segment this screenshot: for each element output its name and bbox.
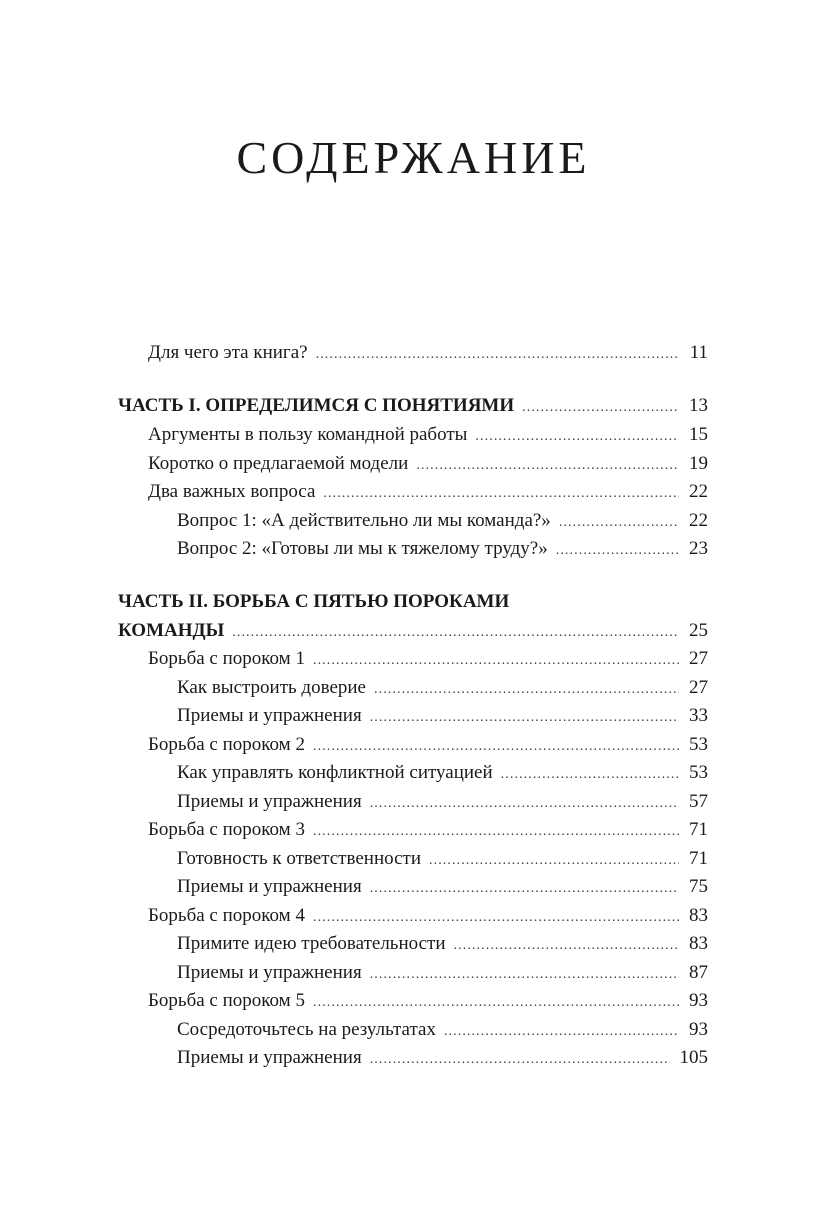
dot-leader [370, 790, 679, 818]
dot-leader [429, 847, 679, 875]
toc-page-number: 71 [689, 819, 708, 840]
toc-page-number: 19 [689, 453, 708, 474]
toc-entry-label: Для чего эта книга? [148, 342, 308, 363]
toc-page-number: 22 [689, 481, 708, 502]
toc-subentry[interactable] [177, 873, 708, 901]
toc-subentry[interactable] [177, 759, 708, 787]
toc-entry-label: Вопрос 1: «А действительно ли мы команда?» [177, 510, 551, 531]
toc-part-2[interactable] [118, 617, 708, 645]
toc-entry-label: Борьба с пороком 4 [148, 905, 305, 926]
toc-entry[interactable] [148, 816, 708, 844]
toc-entry[interactable] [148, 902, 708, 930]
dot-leader [370, 961, 679, 989]
toc-page-number: 105 [679, 1047, 708, 1068]
toc-page-number: 13 [689, 395, 708, 416]
toc-page-number: 93 [689, 990, 708, 1011]
dot-leader [454, 932, 679, 960]
toc-subentry[interactable] [177, 930, 708, 958]
toc-subentry[interactable] [177, 535, 708, 563]
toc-entry-label: Борьба с пороком 5 [148, 990, 305, 1011]
toc-entry-label: Приемы и упражнения [177, 962, 362, 983]
dot-leader [313, 818, 679, 846]
toc-subentry[interactable] [177, 845, 708, 873]
toc-subentry[interactable] [177, 959, 708, 987]
toc-subentry[interactable] [177, 1016, 708, 1044]
toc-entry-label: Аргументы в пользу командной работы [148, 424, 468, 445]
toc-entry-label: Как выстроить доверие [177, 677, 366, 698]
toc-page-number: 23 [689, 538, 708, 559]
toc-page-number: 33 [689, 705, 708, 726]
toc-entry-label: Приемы и упражнения [177, 876, 362, 897]
toc-entry-label: Как управлять конфликтной ситуацией [177, 762, 493, 783]
dot-leader [313, 733, 679, 761]
toc-entry-label: Приемы и упражнения [177, 705, 362, 726]
toc-subentry[interactable] [177, 507, 708, 535]
toc-page-number: 53 [689, 762, 708, 783]
toc-entry[interactable] [148, 645, 708, 673]
toc-page-number: 27 [689, 648, 708, 669]
toc-part-label: ЧАСТЬ I. ОПРЕДЕЛИМСЯ С ПОНЯТИЯМИ [118, 395, 515, 416]
dot-leader [370, 875, 679, 903]
toc-page-number: 22 [689, 510, 708, 531]
toc-entry-label: Борьба с пороком 1 [148, 648, 305, 669]
toc-subentry[interactable] [177, 788, 708, 816]
toc-page-number: 15 [689, 424, 708, 445]
page-title: СОДЕРЖАНИЕ [236, 132, 591, 183]
toc-entry-label: Два важных вопроса [148, 481, 316, 502]
toc-page-number: 11 [689, 342, 708, 363]
toc-page-number: 25 [689, 620, 708, 641]
dot-leader [475, 423, 679, 451]
dot-leader [556, 537, 679, 565]
dot-leader [370, 704, 679, 732]
dot-leader [313, 989, 679, 1017]
toc-entry[interactable] [148, 421, 708, 449]
toc-entry[interactable] [148, 731, 708, 759]
dot-leader [416, 452, 679, 480]
toc-entry[interactable] [148, 450, 708, 478]
toc-entry-label: Вопрос 2: «Готовы ли мы к тяжелому труду?» [177, 538, 548, 559]
toc-part-2-line1[interactable]: ЧАСТЬ II. БОРЬБА С ПЯТЬЮ ПОРОКАМИ [118, 591, 510, 612]
toc-entry-label: Коротко о предлагаемой модели [148, 453, 409, 474]
toc-part-label: КОМАНДЫ [118, 620, 225, 641]
toc-page-number: 75 [689, 876, 708, 897]
toc-page-number: 27 [689, 677, 708, 698]
toc-page-number: 83 [689, 905, 708, 926]
dot-leader [232, 619, 679, 647]
dot-leader [522, 394, 679, 422]
toc-subentry[interactable] [177, 702, 708, 730]
toc-entry-label: Примите идею требовательности [177, 933, 446, 954]
dot-leader [370, 1046, 670, 1074]
dot-leader [323, 480, 679, 508]
toc-part-1[interactable] [118, 392, 708, 420]
toc-page-number: 53 [689, 734, 708, 755]
toc-entry-label: Приемы и упражнения [177, 1047, 362, 1068]
dot-leader [316, 341, 680, 369]
toc-entry-label: Сосредоточьтесь на результатах [177, 1019, 436, 1040]
toc-entry-intro[interactable] [148, 339, 708, 367]
toc-entry-label: Готовность к ответственности [177, 848, 421, 869]
toc-page-number: 71 [689, 848, 708, 869]
dot-leader [444, 1018, 679, 1046]
toc-entry-label: Борьба с пороком 2 [148, 734, 305, 755]
toc-subentry[interactable] [177, 674, 708, 702]
dot-leader [313, 647, 679, 675]
toc-entry[interactable] [148, 478, 708, 506]
dot-leader [501, 761, 679, 789]
dot-leader [374, 676, 679, 704]
toc-page-number: 57 [689, 791, 708, 812]
dot-leader [313, 904, 679, 932]
toc-entry-label: Приемы и упражнения [177, 791, 362, 812]
toc-subentry[interactable] [177, 1044, 708, 1072]
dot-leader [559, 509, 679, 537]
toc-page-number: 83 [689, 933, 708, 954]
toc-page-number: 93 [689, 1019, 708, 1040]
toc-entry[interactable] [148, 987, 708, 1015]
toc-page-number: 87 [689, 962, 708, 983]
toc-entry-label: Борьба с пороком 3 [148, 819, 305, 840]
